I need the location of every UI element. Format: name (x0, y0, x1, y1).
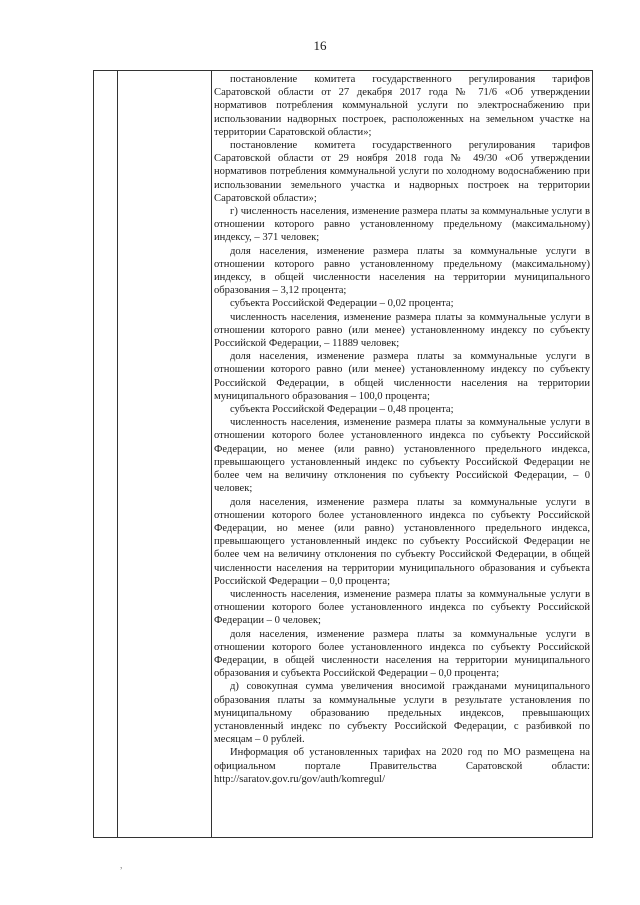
paragraph: численность населения, изменение размера платы за коммунальные услуги в отношении которого равно (или менее) установленному индексу по субъекту Российской Федерации, – 11889 человек; (214, 311, 590, 350)
paragraph: д) совокупная сумма увеличения вносимой гражданами муниципального образования платы за коммунальные услуги в результате установления по муниципальному образованию предельных индексов, превышающих установленный индекс по субъекту Российской Федерации, с разбивкой по месяцам – 0 рублей. (214, 681, 590, 746)
paragraph: постановление комитета государственного регулирования тарифов Саратовской области от 29 ноября 2018 года № 49/30 «Об утверждении нормативов потребления коммунальной услуги по холодному водоснабжению при использовании земельного участка и надворных построек на территории Саратовской области»; (214, 140, 590, 204)
document-table (93, 70, 593, 838)
page-number: 16 (313, 38, 327, 53)
paragraph: доля населения, изменение размера платы за коммунальные услуги в отношении которого равно установленному предельному (максимальному) индексу, в общей численности населения на территории муниципального образования – 3,12 процента; (214, 245, 590, 297)
paragraph: субъекта Российской Федерации – 0,48 процента; (230, 404, 454, 416)
table-column-divider (211, 71, 212, 837)
table-column-divider (117, 71, 118, 837)
table-cell-text (214, 73, 590, 786)
paragraph: доля населения, изменение размера платы за коммунальные услуги в отношении которого более установленного индекса по субъекту Российской Федерации, в общей численности населения на территории муниципального образования и субъекта Российской Федерации – 0,0 процента; (214, 628, 590, 680)
paragraph: численность населения, изменение размера платы за коммунальные услуги в отношении которого более установленного индекса по субъекту Российской Федерации, но менее (или равно) установленного предельного индекса, превышающего установленный индекс по субъекту Российской Федерации не более чем на величину отклонения по субъекту Российской Федерации, – 0 человек; (214, 417, 590, 495)
paragraph: г) численность населения, изменение размера платы за коммунальные услуги в отношении которого равно установленному предельному (максимальному) индексу, – 371 человек; (214, 206, 590, 244)
paragraph: доля населения, изменение размера платы за коммунальные услуги в отношении которого более установленного индекса по субъекту Российской Федерации, но менее (или равно) установленного предельного индекса, превышающего установленный индекс по субъекту Российской Федерации не более чем на величину отклонения по субъекту Российской Федерации, в общей численности населения на территории муниципального образования и субъекта Российской Федерации – 0,0 процента; (214, 496, 590, 587)
paragraph: постановление комитета государственного регулирования тарифов Саратовской области от 27 декабря 2017 года № 71/6 «Об утверждении нормативов потребления коммунальной услуги по электроснабжению при использовании надворных построек, расположенных на земельном участке на территории Саратовской области»; (214, 74, 590, 138)
paragraph: численность населения, изменение размера платы за коммунальные услуги в отношении которого более установленного индекса по субъекту Российской Федерации – 0 человек; (214, 588, 590, 627)
paragraph: доля населения, изменение размера платы за коммунальные услуги в отношении которого равно (или менее) установленному индексу по субъекту Российской Федерации, в общей численности населения на территории муниципального образования – 100,0 процента; (214, 351, 590, 402)
stray-mark: , (120, 860, 123, 871)
paragraph: субъекта Российской Федерации – 0,02 процента; (230, 298, 454, 310)
paragraph-link: Информация об установленных тарифах на 2020 год по МО размещена на официальном портале Правительства Саратовской области: http://saratov.gov.ru/gov/auth/komregul/ (214, 747, 590, 785)
